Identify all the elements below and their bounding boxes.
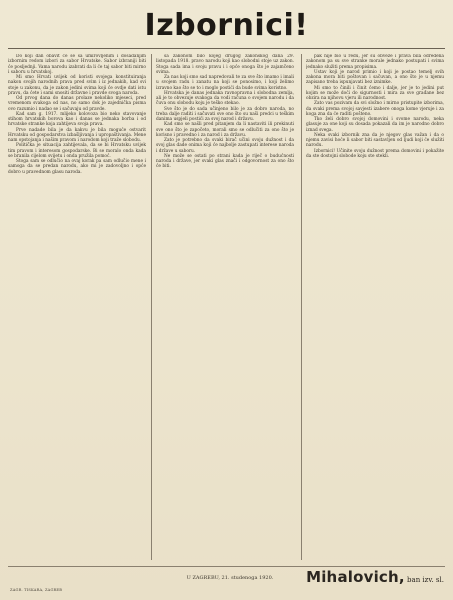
paragraph: Hrvatska je danas jednaka ravnopravna i slobodna zemlja, ali je to obvezuje svakoga da vodi računa o svojem narodu i da čuva onu slobodu koju je teško stekao. — [156, 90, 294, 107]
column-divider — [151, 54, 152, 560]
paragraph: Prve nadade bila je da kakvu je bila moguće ostvarit Hrvatsku od gospodarstva izbašljivanja i upropaštivanja. Mene nam opstojanja i našim pravom i narodom koji traže slobodu. — [8, 127, 146, 143]
paragraph: Zato vas pozivam da svi složno i mirno pristupite izborima, da svaki prema svojoj savjesti izabere onoga kome vjeruje i za koga zna da će raditi pošteno. — [306, 101, 444, 117]
paragraph: Stoga sam se odlučio na ovaj korak pa sam odlučio mene i samoga da se predan narodu, ako mi je zadovoljno i opće dobro u pravednom glasu naroda. — [8, 159, 146, 175]
paragraph: pak nije bio u redu, jer su obveze i prava bila određena zakonom pa su sve stranke morale jednako postupati i svima jednako služiti prema propisima. — [306, 54, 444, 70]
paragraph: Mi smo to činili i činit ćemo i dalje, jer je to jedini put kojim se može doći do sigurnosti i mira za sve građane bez obzira na njihovu vjeru ili narodnost. — [306, 85, 444, 101]
paragraph: Od prvog dana do danas prolaze nekoliko mjeseci, pred vremenom svakoga od nas, no samo dok je zajednička pisma ovo razumio i nadao se i sačuvaju od pravde. — [8, 96, 146, 112]
paragraph: Kad smo se našli pred pitanjem da li nastaviti ili prekinuti sve ono što je započeto, morali smo se odlučiti za ono što je korisno i pravedno i za narod i za državu. — [156, 122, 294, 138]
paragraph: Sve što je do sada učinjeno bilo je za dobro naroda, no treba dalje raditi i sačuvati sve ono što su naši predci u teškim danima uspjeli postići za svoj narod i državu. — [156, 106, 294, 122]
paragraph: Tko želi dobro svojoj domovini i svome narodu, neka glasuje za one koji su dosada pokazali da im je narodno dobro iznad svega. — [306, 117, 444, 133]
document-title: Izbornici! — [144, 8, 309, 43]
paragraph: Mi smo Hrvati uvijek od koristi svojega konstituiranja nakon svojih narodnih prava pred svim i iz jednakih, kad svi stoje u zakonu, da je zakon jedini svima koji će ovdje dati istu pravu, da ćete i sami snositi državne i pravde svoga naroda. — [8, 75, 146, 96]
text-column-3 — [306, 54, 444, 560]
paragraph: Politička je situacija zahtijevala, da se bi Hrvatsku uvijek tim pravom i interesom gospodarske. Bi se moralo onda kada se branila cijelom svijetu i onda pružila pomoć. — [8, 143, 146, 159]
column-divider — [301, 54, 302, 560]
paragraph: sa zakonom bilo kojeg drugog zakonskog dana 29. listopada 1918. pravo narodu koji kao slobodni stoje uz zakon. Stoga sada ima i svoju pravu i i opće onoga što je zajamčeno svima. — [156, 54, 294, 75]
signature-title: ban izv. sl. — [407, 576, 444, 584]
paragraph: Do koji dan obavit će se sa umirovljenim i dosadanjim izbornim redom izbori za sabor Hrvatske. Sabor izbraniji biti će posljednji. Vama narodu izabrati da li će taj sabor biti mirno i saboru u hrvatskoj. — [8, 54, 146, 75]
paragraph: Za nas koji smo sad napredovali te za sve što imamo i imali u svojem radu i zanatu na koji se ponosimo, i koji želimo izravno kao što se to i moglo postići da bude svima koristno. — [156, 75, 294, 91]
paragraph: Ustav koji je narod primio i koji je postao temelj svih zakona mora biti poštovan i sačuvan, a ono što je u njemu zapisano treba ispunjavati bez iznimke. — [306, 69, 444, 86]
title-rule — [8, 48, 445, 49]
text-column-2 — [156, 54, 294, 560]
paragraph: Izbornici! Učinite svoju dužnost prema domovini i pokažite da ste dostojni slobode koju ste stekli. — [306, 148, 444, 159]
paragraph: Ne može se ostati po strani kada je riječ o budućnosti naroda i države, jer svaki glas znači i odgovornost za ono što će biti. — [156, 153, 294, 170]
signature — [294, 568, 444, 586]
paragraph: Neka svaki izbornik zna da je njegov glas važan i da o njemu zavisi hoće li sabor biti sastavljen od ljudi koji će služiti narodu. — [306, 132, 444, 149]
text-column-1 — [8, 54, 146, 560]
place-and-date: U ZAGREBU, 21. studenoga 1920. — [186, 575, 274, 581]
paragraph: Kad sam g. 1917. mlijeko kolovoza bio neko stavovanje stihom hrvatskih borova kao i danas se jednaka borba i od hrvatske stranke koja zahtijeva svoja prava. — [8, 111, 146, 128]
signature-name: Mihalovich, — [306, 568, 405, 586]
footer-rule — [8, 566, 445, 567]
paragraph: Zato je potrebno da svaki birač učini svoju dužnost i da svoj glas dade onima koji će najbolje zastupati interese naroda i države u saboru. — [156, 138, 294, 154]
printer-imprint: ZAGR. TISKARA, ZAGREB — [10, 588, 63, 592]
